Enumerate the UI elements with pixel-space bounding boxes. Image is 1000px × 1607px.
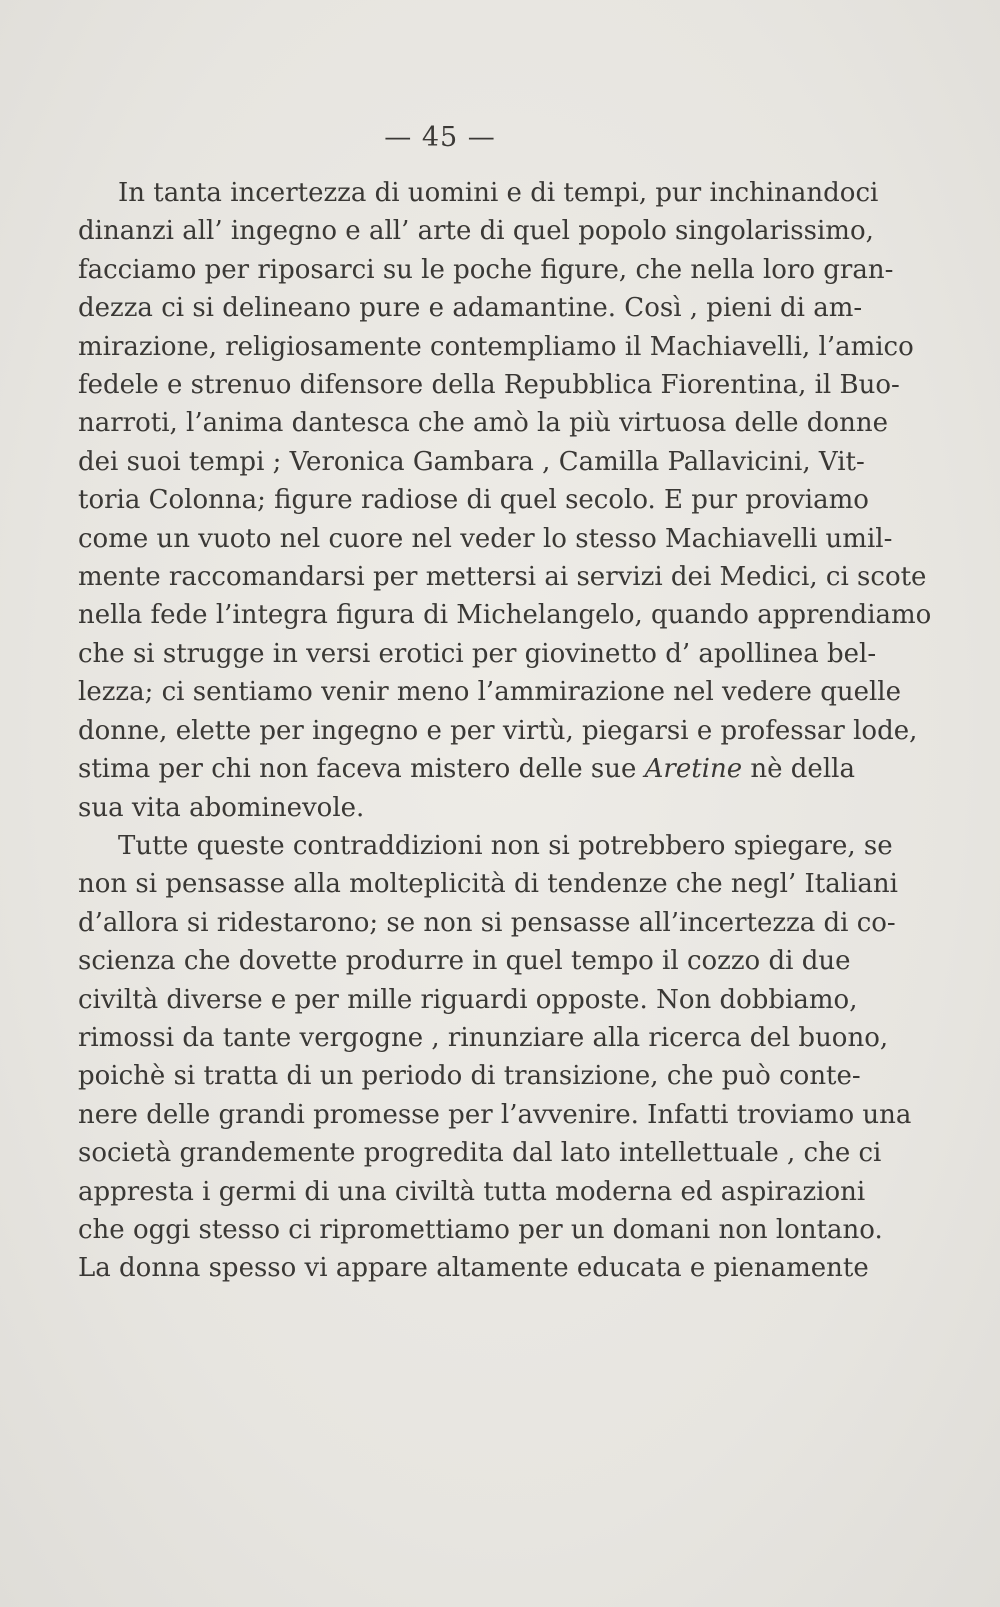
- text-segment: nè della: [742, 754, 855, 785]
- text-line: mirazione, religiosamente contempliamo il Machiavelli, l’amico: [78, 331, 914, 362]
- text-line: narroti, l’anima dantesca che amò la più virtuosa delle donne: [78, 408, 888, 439]
- text-line: fedele e strenuo difensore della Repubblica Fiorentina, il Buo-: [78, 370, 900, 401]
- text-line: toria Colonna; figure radiose di quel secolo. E pur proviamo: [78, 485, 869, 516]
- paragraph-1: [78, 174, 932, 827]
- text-line: che oggi stesso ci ripromettiamo per un domani non lontano.: [78, 1214, 883, 1245]
- text-line: Tutte queste contraddizioni non si potrebbero spiegare, se: [118, 830, 893, 861]
- page-number: — 45 —: [384, 122, 496, 153]
- text-line: non si pensasse alla molteplicità di tendenze che negl’ Italiani: [78, 869, 898, 900]
- body-text: [78, 174, 932, 1288]
- paragraph-2: [78, 827, 912, 1288]
- text-line: In tanta incertezza di uomini e di tempi, pur inchinandoci: [118, 178, 879, 208]
- text-line: poichè si tratta di un periodo di transizione, che può conte-: [78, 1061, 861, 1092]
- text-segment: stima per chi non faceva mistero delle sue: [78, 754, 645, 785]
- text-line: scienza che dovette produrre in quel tempo il cozzo di due: [78, 946, 851, 977]
- text-line: dinanzi all’ ingegno e all’ arte di quel popolo singolarissimo,: [78, 216, 874, 247]
- text-line: appresta i germi di una civiltà tutta moderna ed aspirazioni: [78, 1176, 866, 1207]
- text-line: società grandemente progredita dal lato intellettuale , che ci: [78, 1138, 882, 1169]
- italic-title: Aretine: [644, 754, 743, 785]
- text-line: facciamo per riposarci su le poche figure, che nella loro gran-: [78, 254, 894, 285]
- text-line: d’allora si ridestarono; se non si pensasse all’incertezza di co-: [78, 907, 896, 938]
- text-line: rimossi da tante vergogne , rinunziare alla ricerca del buono,: [78, 1022, 889, 1053]
- text-line: donne, elette per ingegno e per virtù, piegarsi e professar lode,: [78, 715, 918, 746]
- text-line: nere delle grandi promesse per l’avvenire. Infatti troviamo una: [78, 1099, 912, 1130]
- text-line: dei suoi tempi ; Veronica Gambara , Camilla Pallavicini, Vit-: [78, 446, 865, 477]
- text-line: civiltà diverse e per mille riguardi opposte. Non dobbiamo,: [78, 984, 858, 1015]
- text-line: dezza ci si delineano pure e adamantine. Così , pieni di am-: [78, 293, 863, 324]
- text-line: sua vita abominevole.: [78, 792, 365, 823]
- text-line: come un vuoto nel cuore nel veder lo stesso Machiavelli umil-: [78, 523, 893, 554]
- text-line-with-italic: [78, 750, 855, 788]
- text-line: mente raccomandarsi per mettersi ai servizi dei Medici, ci scote: [78, 562, 927, 593]
- text-line: nella fede l’integra figura di Michelangelo, quando apprendiamo: [78, 600, 932, 631]
- text-line: lezza; ci sentiamo venir meno l’ammirazione nel vedere quelle: [78, 677, 901, 708]
- text-line: che si strugge in versi erotici per giovinetto d’ apollinea bel-: [78, 638, 877, 669]
- text-line: La donna spesso vi appare altamente educata e pienamente: [78, 1253, 869, 1284]
